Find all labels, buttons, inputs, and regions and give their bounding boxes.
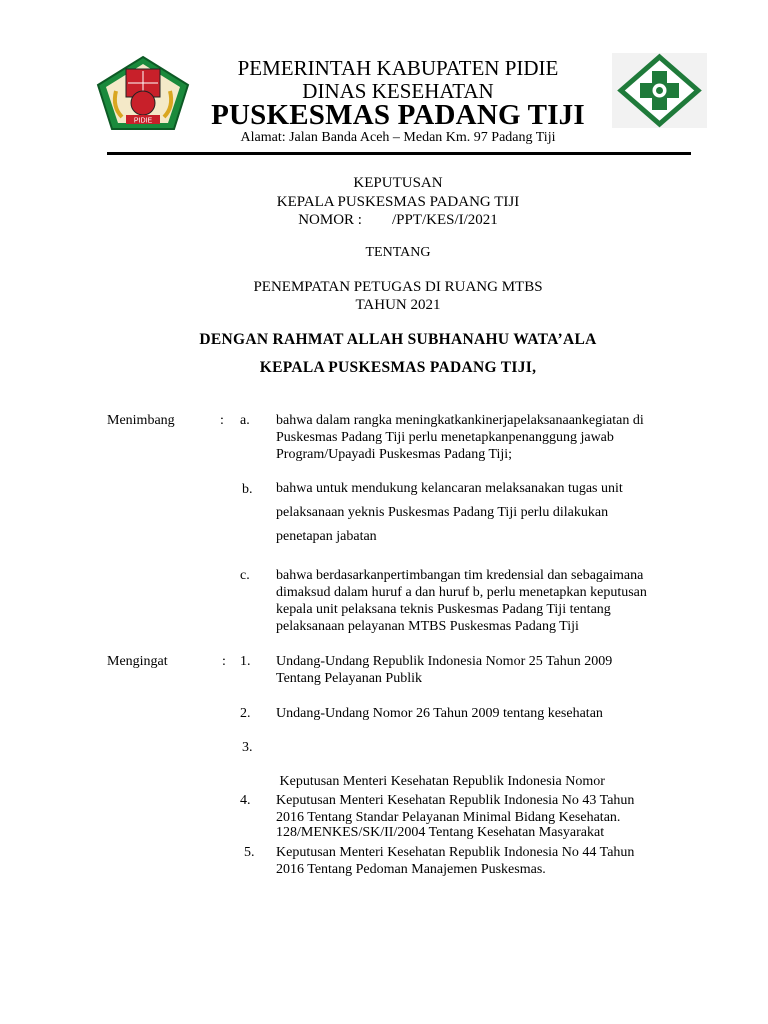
mengingat-marker-1: 1. [240,654,251,669]
paragraph-line: dimaksud dalam huruf a dan huruf b, perlu menetapkan keputusan [276,585,647,600]
paragraph-line: 2016 Tentang Standar Pelayanan Minimal Bidang Kesehatan. [276,810,621,825]
decree-number: NOMOR : /PPT/KES/I/2021 [298,212,498,228]
paragraph-line: kepala unit pelaksana teknis Puskesmas Padang Tiji tentang [276,602,611,617]
mengingat-item-1 [276,653,686,687]
header-address: Alamat: Jalan Banda Aceh – Medan Km. 97 Padang Tiji [240,130,556,145]
decree-invocation: DENGAN RAHMAT ALLAH SUBHANAHU WATA’ALA [199,331,597,348]
menimbang-item-b [276,477,686,549]
decree-title: KEPUTUSAN [353,175,443,191]
paragraph-line: Undang-Undang Nomor 26 Tahun 2009 tentang kesehatan [276,706,603,721]
mengingat-label: Mengingat [107,654,168,669]
mengingat-item-4 [276,792,686,826]
menimbang-marker-b: b. [242,482,253,497]
menimbang-marker-a: a. [240,413,250,428]
decree-subject-line1: PENEMPATAN PETUGAS DI RUANG MTBS [253,279,543,295]
paragraph-line: penetapan jabatan [276,529,377,544]
decree-subject-line2: TAHUN 2021 [355,297,441,313]
paragraph-line: Keputusan Menteri Kesehatan Republik Indonesia Nomor [276,774,605,789]
menimbang-label: Menimbang [107,413,175,428]
mengingat-marker-4: 4. [240,793,251,808]
menimbang-colon: : [220,413,224,428]
mengingat-marker-2: 2. [240,706,251,721]
mengingat-marker-3: 3. [242,740,253,755]
puskesmas-logo [612,53,707,128]
paragraph-line: Program/Upayadi Puskesmas Padang Tiji; [276,447,513,462]
menimbang-item-c [276,567,686,635]
paragraph-line: bahwa dalam rangka meningkatkankinerjapelaksanaankegiatan di [276,413,644,428]
mengingat-colon: : [222,654,226,669]
paragraph-line: Keputusan Menteri Kesehatan Republik Indonesia No 44 Tahun [276,845,635,860]
paragraph-line: pelaksanaan pelayanan MTBS Puskesmas Padang Tiji [276,619,579,634]
crest-banner-text: PIDIE [133,117,153,125]
paragraph-line: Tentang Pelayanan Publik [276,671,422,686]
mengingat-marker-5: 5. [244,845,255,860]
paragraph-line: Puskesmas Padang Tiji perlu menetapkanpenanggung jawab [276,430,614,445]
paragraph-line: Keputusan Menteri Kesehatan Republik Indonesia No 43 Tahun [276,793,635,808]
decree-tentang: TENTANG [365,245,431,260]
mengingat-item-2 [276,705,686,722]
paragraph-line: bahwa untuk mendukung kelancaran melaksanakan tugas unit [276,481,623,496]
header-department: DINAS KESEHATAN [302,79,494,103]
menimbang-item-a [276,412,686,463]
paragraph-line: pelaksanaan yeknis Puskesmas Padang Tiji perlu dilakukan [276,505,609,520]
decree-issuer: KEPALA PUSKESMAS PADANG TIJI [276,194,520,210]
header-institution: PUSKESMAS PADANG TIJI [211,99,585,131]
paragraph-line: 2016 Tentang Pedoman Manajemen Puskesmas. [276,862,546,877]
paragraph-line: Undang-Undang Republik Indonesia Nomor 25 Tahun 2009 [276,654,613,669]
decree-signatory-heading: KEPALA PUSKESMAS PADANG TIJI, [259,359,537,376]
header-government: PEMERINTAH KABUPATEN PIDIE [237,56,559,80]
header-divider [107,152,691,155]
paragraph-line: 128/MENKES/SK/II/2004 Tentang Kesehatan Masyarakat [276,825,605,840]
paragraph-line: bahwa berdasarkanpertimbangan tim kredensial dan sebagaimana [276,568,644,583]
menimbang-marker-c: c. [240,568,250,583]
mengingat-item-5 [276,844,686,878]
